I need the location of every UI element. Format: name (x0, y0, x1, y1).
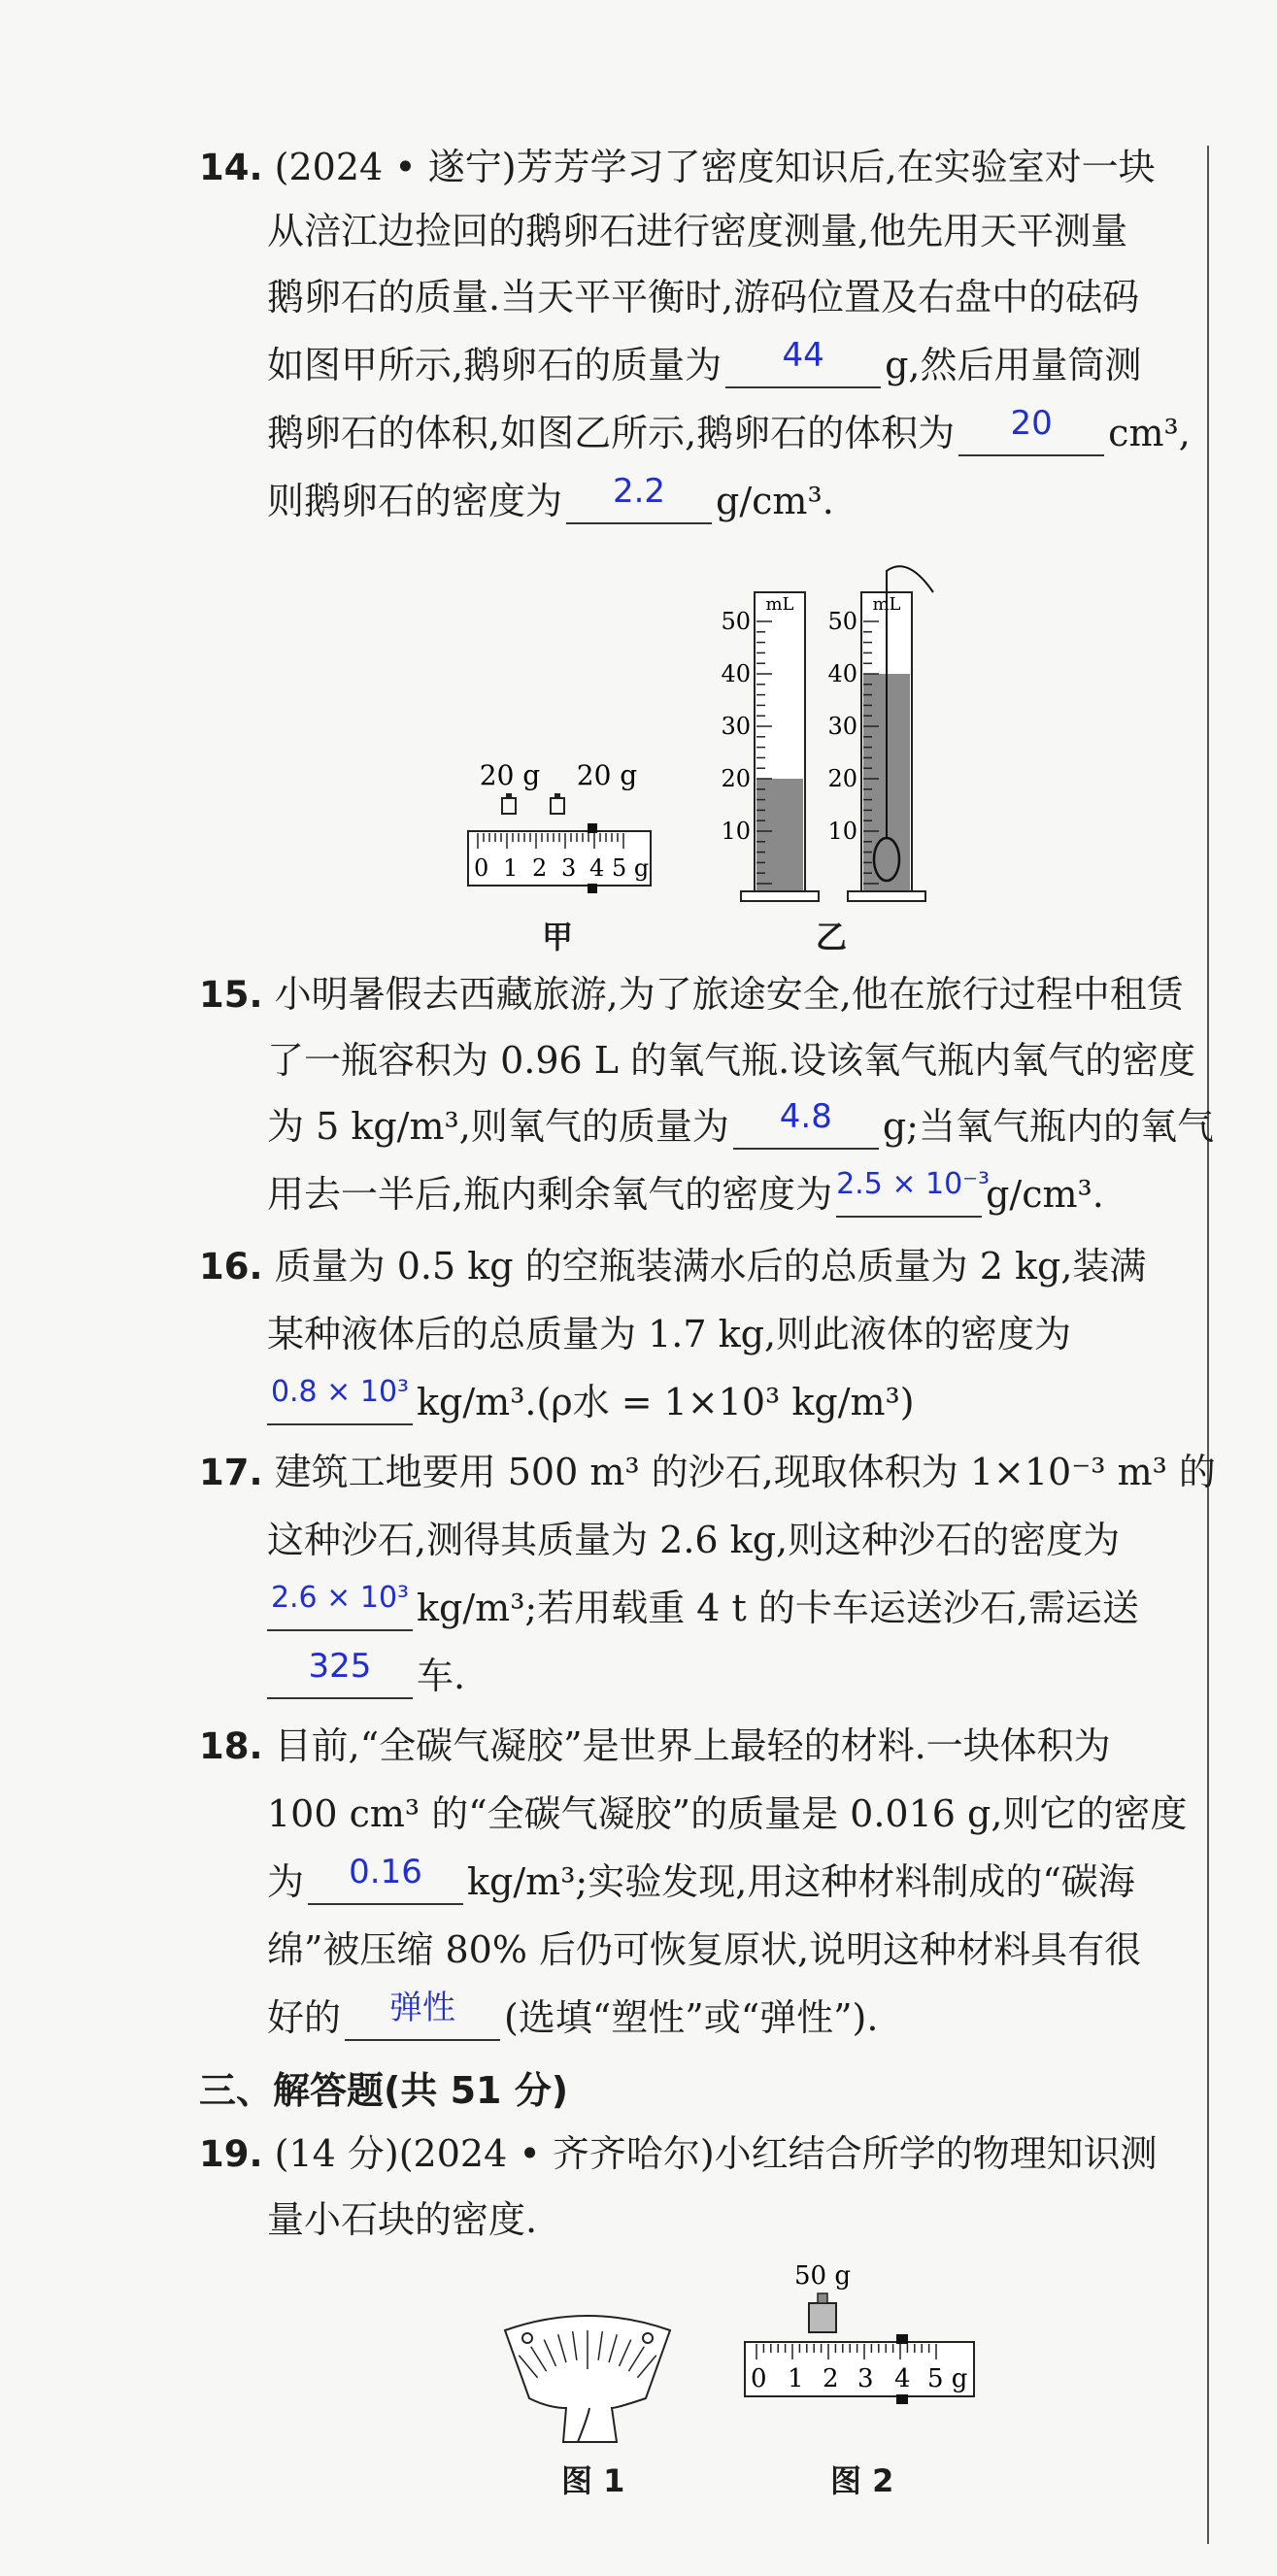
ruler-tick-label: 1 (503, 854, 519, 882)
answer-blank[interactable] (267, 1581, 413, 1631)
question-text: (2024 • 遂宁)芳芳学习了密度知识后,在实验室对一块 (274, 146, 1156, 188)
ruler-tick-label: 4 (589, 854, 605, 882)
weight-label: 20 g (576, 759, 638, 791)
question-text: 为 (267, 1860, 305, 1903)
question-text: 如图甲所示,鹅卵石的质量为 (267, 344, 723, 386)
answer-blank[interactable] (308, 1853, 463, 1905)
question-number: 18. (199, 1725, 263, 1767)
figure-balance-pointer (500, 2311, 675, 2447)
answer-blank[interactable] (345, 1989, 500, 2041)
question-text: 100 cm³ 的“全碳气凝胶”的质量是 0.016 g,则它的密度 (267, 1792, 1188, 1835)
rider-marker (896, 2334, 908, 2344)
handwritten-answer: 0.8 × 10³ (270, 1375, 410, 1409)
svg-text:20: 20 (827, 765, 857, 792)
svg-text:30: 30 (827, 713, 857, 740)
rider-marker (896, 2394, 908, 2404)
section-heading: 三、解答题(共 51 分) (199, 2069, 569, 2112)
question-text: 建筑工地要用 500 m³ 的沙石,现取体积为 1×10⁻³ m³ 的 (274, 1451, 1216, 1493)
handwritten-answer: 2.2 (612, 472, 666, 511)
question-text: 好的 (267, 1996, 342, 2039)
question-number: 15. (199, 974, 263, 1016)
weight-icon (551, 793, 564, 814)
question-text: 某种液体后的总质量为 1.7 kg,则此液体的密度为 (267, 1313, 1072, 1355)
svg-text:4: 4 (894, 2364, 911, 2393)
question-text: 鹅卵石的质量.当天平平衡时,游码位置及右盘中的砝码 (267, 276, 1140, 318)
svg-text:40: 40 (721, 660, 751, 687)
svg-text:10: 10 (827, 818, 857, 845)
svg-text:40: 40 (827, 660, 857, 687)
figure-balance-scale (456, 748, 660, 922)
answer-blank[interactable] (836, 1167, 991, 1218)
weight-icon (502, 793, 516, 814)
question-text: 质量为 0.5 kg 的空瓶装满水后的总质量为 2 kg,装满 (274, 1245, 1147, 1288)
question-text: g,然后用量筒测 (885, 344, 1142, 386)
answer-blank[interactable] (725, 336, 881, 388)
answer-blank[interactable] (267, 1375, 413, 1425)
handwritten-answer: 0.16 (349, 1853, 422, 1891)
question-text: kg/m³.(ρ水 = 1×10³ kg/m³) (417, 1381, 915, 1423)
question-number: 14. (199, 147, 263, 188)
question-number: 19. (199, 2133, 263, 2175)
figure-balance-scale-2 (733, 2253, 986, 2418)
handwritten-answer: 2.5 × 10⁻³ (836, 1167, 991, 1201)
handwritten-answer: 弹性 (389, 1989, 456, 2027)
svg-text:5 g: 5 g (927, 2364, 968, 2393)
handwritten-answer: 44 (782, 336, 824, 375)
figure-graduated-cylinders (714, 563, 966, 913)
figure-label: 图 2 (830, 2462, 894, 2499)
svg-text:50: 50 (721, 608, 751, 635)
svg-text:2: 2 (823, 2364, 839, 2393)
graduated-cylinder-empty (721, 592, 819, 901)
question-text: 目前,“全碳气凝胶”是世界上最轻的材料.一块体积为 (274, 1724, 1111, 1767)
question-text: 车. (417, 1655, 466, 1697)
question-text: kg/m³;实验发现,用这种材料制成的“碳海 (467, 1860, 1135, 1903)
question-text: 绵”被压缩 80% 后仍可恢复原状,说明这种材料具有很 (267, 1928, 1142, 1971)
ruler-tick-label: 2 (532, 854, 548, 882)
answer-blank[interactable] (566, 472, 712, 524)
handwritten-answer: 20 (1010, 404, 1053, 443)
question-text: (选填“塑性”或“弹性”). (504, 1996, 879, 2039)
question-text: 鹅卵石的体积,如图乙所示,鹅卵石的体积为 (267, 412, 956, 454)
question-text: 量小石块的密度. (267, 2198, 538, 2241)
question-text: kg/m³;若用载重 4 t 的卡车运送沙石,需运送 (417, 1587, 1139, 1629)
answer-blank[interactable] (267, 1647, 413, 1699)
question-text: cm³, (1108, 412, 1191, 454)
question-text: (14 分)(2024 • 齐齐哈尔)小红结合所学的物理知识测 (274, 2132, 1158, 2175)
question-number: 17. (199, 1452, 263, 1493)
svg-text:1: 1 (788, 2364, 804, 2393)
question-text: g/cm³. (716, 480, 834, 522)
rider-marker (588, 884, 597, 893)
answer-blank[interactable] (958, 404, 1104, 456)
question-text: g;当氧气瓶内的氧气 (882, 1105, 1214, 1148)
question-number: 16. (199, 1246, 263, 1288)
svg-text:10: 10 (721, 818, 751, 845)
handwritten-answer: 4.8 (779, 1097, 832, 1136)
ruler-tick-label: 3 (561, 854, 577, 882)
figure-label: 乙 (816, 919, 848, 955)
question-text: 用去一半后,瓶内剩余氧气的密度为 (267, 1173, 833, 1216)
svg-text:3: 3 (857, 2364, 874, 2393)
svg-text:30: 30 (721, 713, 751, 740)
svg-text:20: 20 (721, 765, 751, 792)
question-text: 小明暑假去西藏旅游,为了旅途安全,他在旅行过程中租赁 (274, 973, 1184, 1016)
page-margin-rule (1207, 146, 1209, 2544)
question-text: 为 5 kg/m³,则氧气的质量为 (267, 1105, 729, 1148)
answer-blank[interactable] (733, 1097, 879, 1150)
handwritten-answer: 2.6 × 10³ (270, 1581, 410, 1615)
svg-text:50: 50 (827, 608, 857, 635)
weight-label: 20 g (479, 759, 541, 791)
question-text: 了一瓶容积为 0.96 L 的氧气瓶.设该氧气瓶内氧气的密度 (267, 1039, 1196, 1082)
weight-icon (809, 2293, 836, 2332)
svg-text:mL: mL (872, 594, 901, 615)
ruler-tick-label: 0 (474, 854, 489, 882)
question-text: 则鹅卵石的密度为 (267, 480, 563, 522)
svg-text:0: 0 (751, 2364, 767, 2393)
rider-marker (588, 823, 597, 833)
figure-label: 甲 (542, 919, 574, 955)
figure-label: 图 1 (561, 2462, 625, 2499)
handwritten-answer: 325 (308, 1647, 372, 1686)
question-text: 从涪江边捡回的鹅卵石进行密度测量,他先用天平测量 (267, 210, 1128, 252)
question-text: g/cm³. (986, 1173, 1104, 1216)
ruler-tick-label: 5 g (612, 854, 650, 882)
weight-label: 50 g (794, 2261, 851, 2291)
question-text: 这种沙石,测得其质量为 2.6 kg,则这种沙石的密度为 (267, 1519, 1121, 1561)
graduated-cylinder-with-stone (827, 566, 933, 901)
svg-text:mL: mL (765, 594, 794, 615)
